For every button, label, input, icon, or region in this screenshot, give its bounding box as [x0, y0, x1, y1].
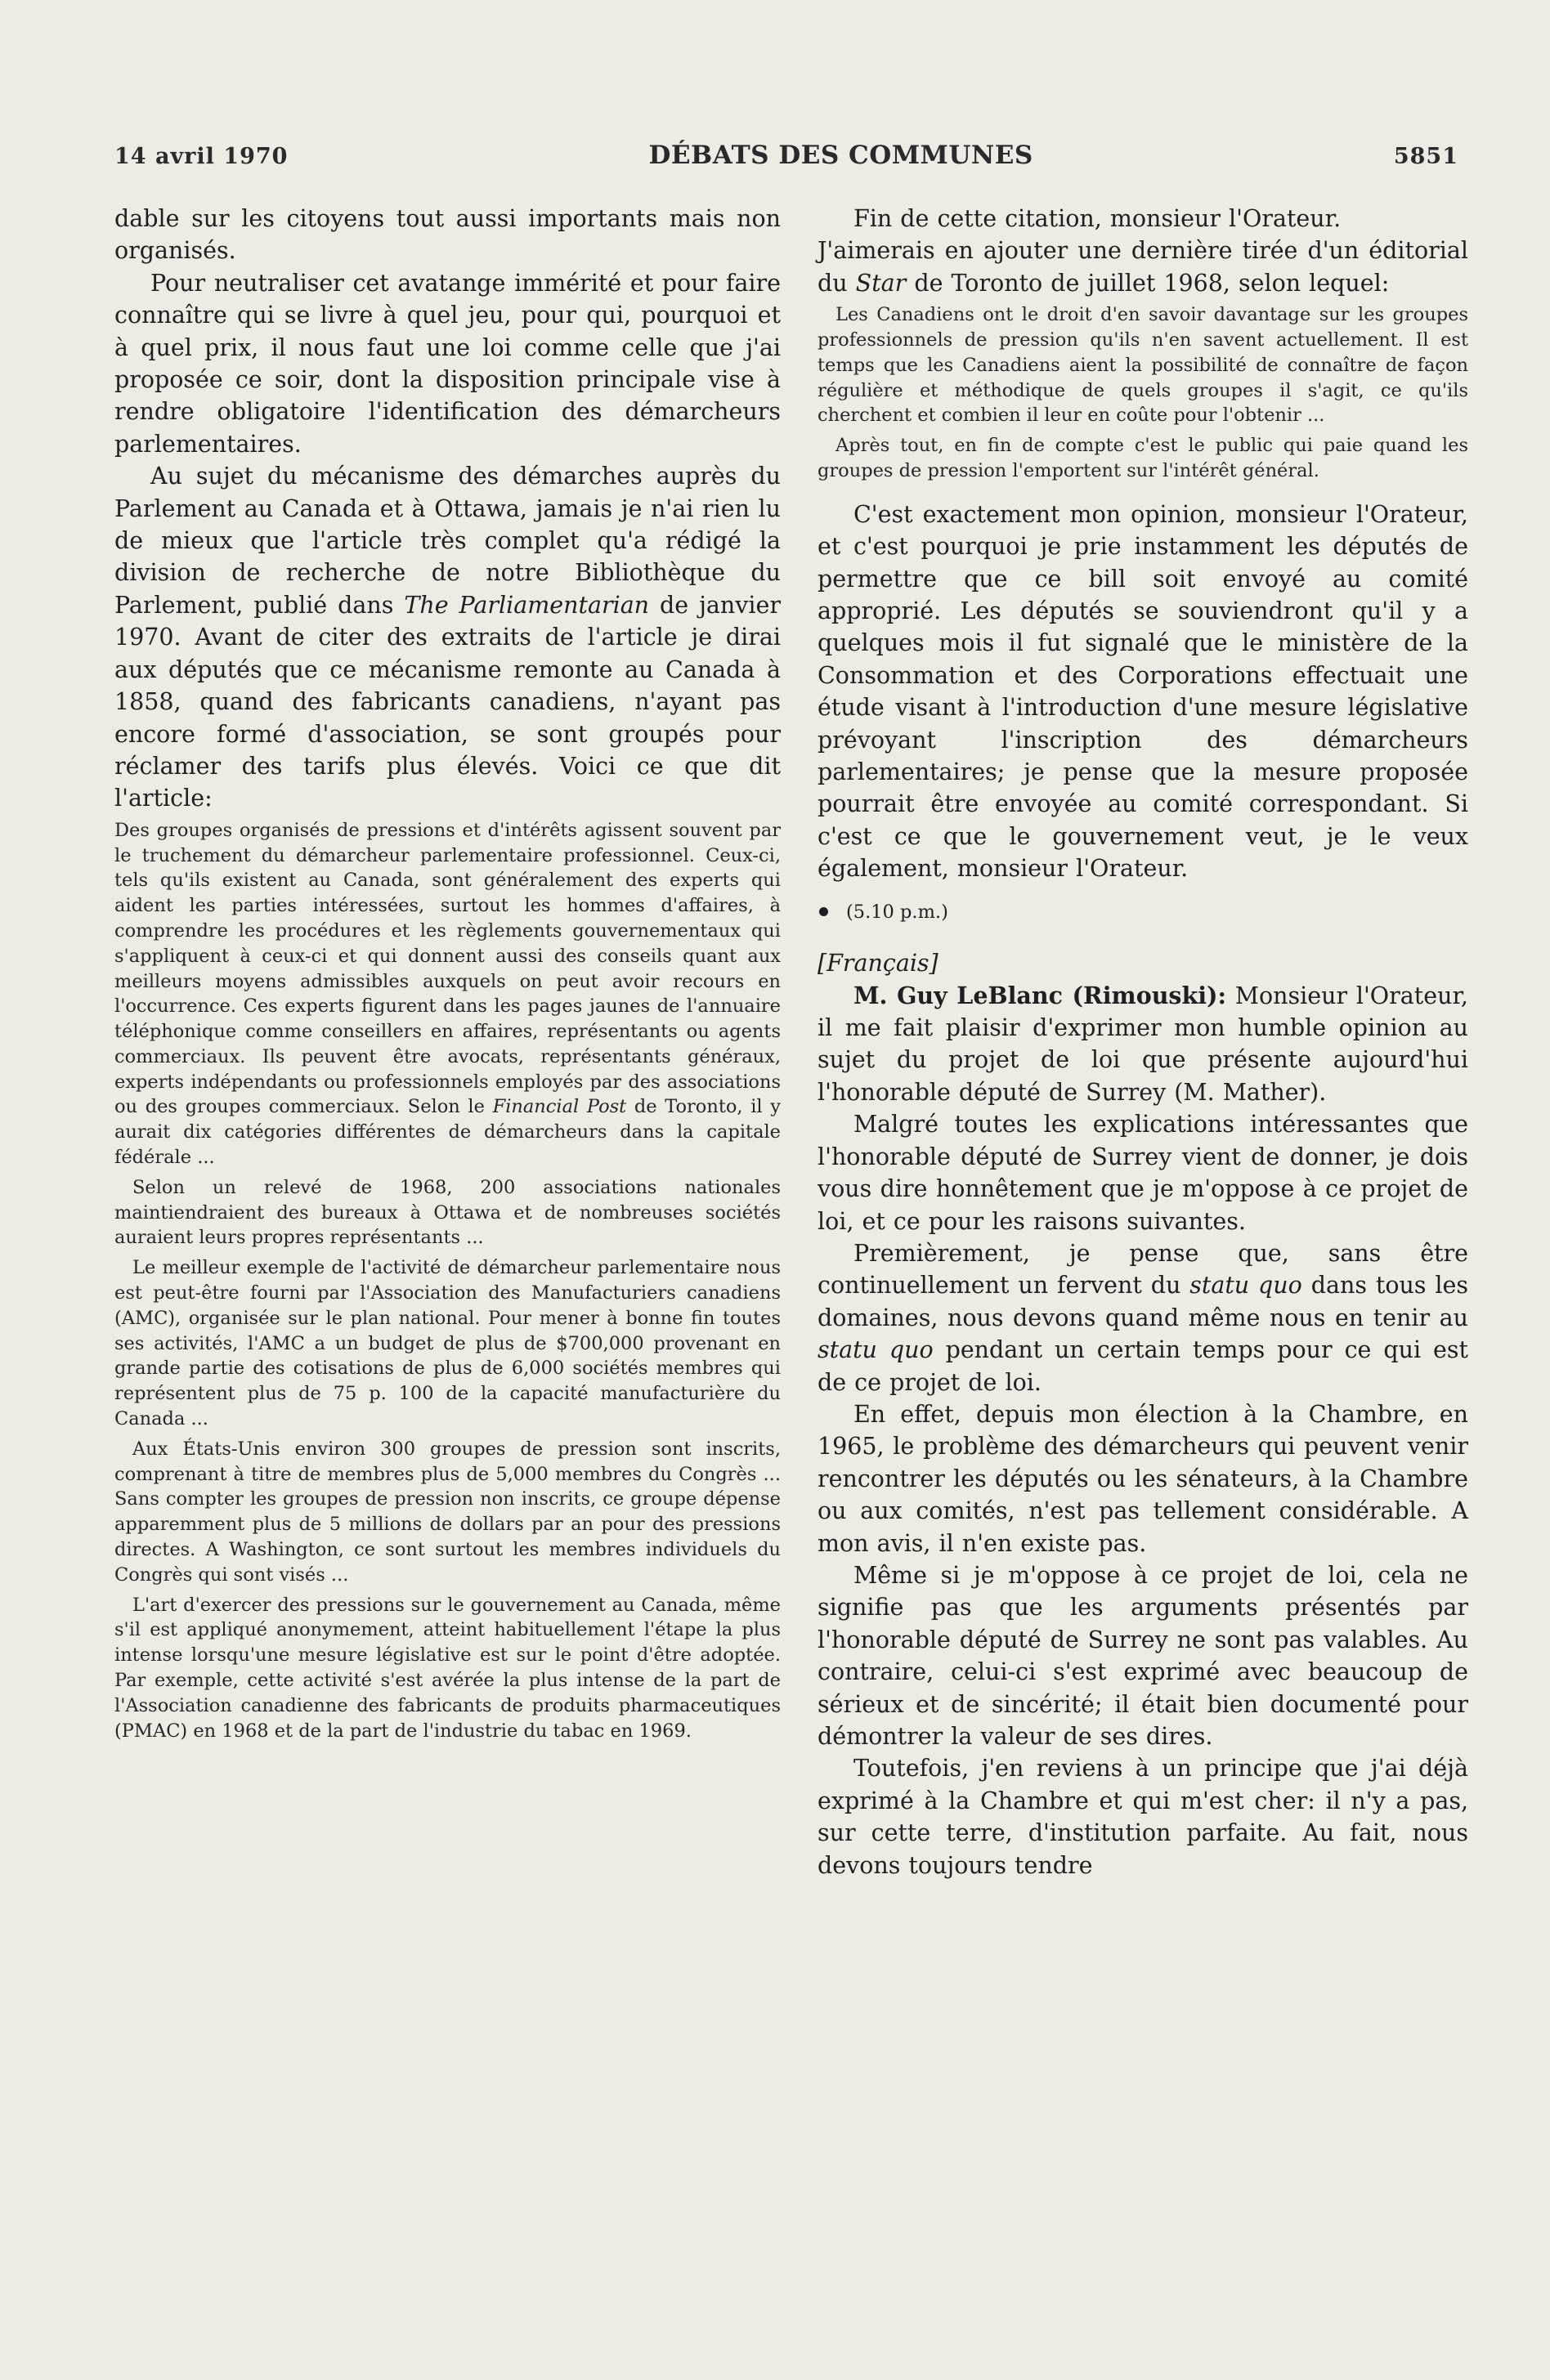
- paragraph: En effet, depuis mon élection à la Chambre, en 1965, le problème des démarcheurs qui peuvent venir rencontrer les députés ou les sénateurs, à la Chambre ou aux comités, n'est pas tellement considérable. A mon avis, il n'en existe pas.: [818, 1400, 1468, 1557]
- text-run: de Toronto, il y aurait dix catégories différentes de démarcheurs dans la capitale fédérale ...: [114, 1096, 781, 1169]
- right-column: [818, 203, 1468, 1881]
- page-number: 5851: [1393, 144, 1458, 169]
- block-quote: Les Canadiens ont le droit d'en savoir davantage sur les groupes professionnels de pression qu'ils n'en savent actuellement. Il est temps que les Canadiens aient la possibilité de connaître de façon régulière et méthodique de quels groupes il s'agit, ce qu'ils cherchent et combien il leur en coûte pour l'obtenir ...: [818, 304, 1468, 427]
- paragraph: C'est exactement mon opinion, monsieur l'Orateur, et c'est pourquoi je prie instamment les députés de permettre que ce bill soit envoyé au comité approprié. Les députés se souviendront qu'il y a quelques mois il fut signalé que le ministère de la Consommation et des Corporations effectuait une étude visant à l'introduction d'une mesure législative prévoyant l'inscription des démarcheurs parlementaires; je pense que la mesure proposée pourrait être envoyée au comité correspondant. Si c'est ce que le gouvernement veut, je le veux également, monsieur l'Orateur.: [818, 500, 1468, 883]
- block-quote: Après tout, en fin de compte c'est le public qui paie quand les groupes de pression l'emportent sur l'intérêt général.: [818, 435, 1468, 481]
- publication-title: The Parliamentarian: [404, 591, 650, 619]
- text-run: de Toronto de juillet 1968, selon lequel:: [906, 269, 1390, 297]
- language-marker: [Français]: [818, 949, 939, 977]
- paragraph: Toutefois, j'en reviens à un principe que j'ai déjà exprimé à la Chambre et qui m'est cher: il n'y a pas, sur cette terre, d'institution parfaite. Au fait, nous devons toujours tendre: [818, 1755, 1468, 1879]
- bullet-icon: [819, 907, 828, 916]
- block-quote: L'art d'exercer des pressions sur le gouvernement au Canada, même s'il est appliqué anonymement, atteint habituellement l'étape la plus intense lorsqu'une mesure législative est sur le point d'être adoptée. Par exemple, cette activité s'est avérée la plus intense de la part de l'Association canadienne des fabricants de produits pharmaceutiques (PMAC) en 1968 et de la part de l'industrie du tabac en 1969.: [114, 1594, 781, 1742]
- header-date: 14 avril 1970: [114, 144, 289, 169]
- text-run: de janvier 1970. Avant de citer des extraits de l'article je dirai aux députés que ce mécanisme remonte au Canada à 1858, quand des fabricants canadiens, n'ayant pas encore formé d'association, se sont groupés pour réclamer des tarifs plus élevés. Voici ce que dit l'article:: [114, 591, 781, 812]
- paragraph: Fin de cette citation, monsieur l'Orateur.: [853, 205, 1342, 232]
- time-text: (5.10 p.m.): [846, 901, 948, 923]
- paragraph: [114, 460, 781, 814]
- paragraph: [818, 980, 1468, 1109]
- block-quote: Selon un relevé de 1968, 200 associations nationales maintiendraient des bureaux à Ottawa et de nombreuses sociétés auraient leurs propres représentants ...: [114, 1176, 781, 1249]
- text-run: Monsieur l'Orateur, il me fait plaisir d'exprimer mon humble opinion au sujet du projet de loi que présente aujourd'hui l'honorable député de Surrey (M. Mather).: [818, 982, 1468, 1106]
- paragraph: [818, 235, 1468, 299]
- header-title: DÉBATS DES COMMUNES: [648, 141, 1033, 170]
- text-run: J'aimerais en ajouter une dernière tirée d'un éditorial du: [818, 237, 1468, 297]
- block-quote: [114, 818, 781, 1170]
- text-run: dans tous les domaines, nous devons quand même nous en tenir au: [818, 1272, 1469, 1331]
- latin-term: statu quo: [818, 1336, 934, 1364]
- left-column: [114, 203, 781, 1743]
- block-quote: Aux États-Unis environ 300 groupes de pression sont inscrits, comprenant à titre de membres plus de 5,000 membres du Congrès ... Sans compter les groupes de pression non inscrits, ce groupe dépense apparemment plus de 5 millions de dollars par an pour des pressions directes. A Washington, ce sont surtout les membres individuels du Congrès qui sont visés ...: [114, 1438, 781, 1586]
- paragraph: [818, 1237, 1468, 1398]
- text-run: pendant un certain temps pour ce qui est de ce projet de loi.: [818, 1336, 1468, 1396]
- publication-title: Financial Post: [492, 1096, 627, 1118]
- block-quote: Le meilleur exemple de l'activité de démarcheur parlementaire nous est peut-être fourni par l'Association des Manufacturiers canadiens (AMC), organisée sur le plan national. Pour mener à bonne fin toutes ses activités, l'AMC a un budget de plus de $700,000 provenant en grande partie des cotisations de plus de 6,000 sociétés membres qui représentent plus de 75 p. 100 de la capacité manufacturière du Canada ...: [114, 1257, 781, 1430]
- time-stamp: [818, 900, 1468, 924]
- speaker-name: M. Guy LeBlanc (Rimouski):: [853, 981, 1227, 1009]
- text-run: Au sujet du mécanisme des démarches auprès du Parlement au Canada et à Ottawa, jamais je n'ai rien lu de mieux que l'article très complet qu'a rédigé la division de recherche de notre Bibliothèque du Parlement, publié dans: [114, 463, 781, 619]
- publication-title: Star: [855, 269, 907, 297]
- latin-term: statu quo: [1189, 1272, 1302, 1300]
- spacer: [818, 484, 1468, 499]
- paragraph: Même si je m'oppose à ce projet de loi, cela ne signifie pas que les arguments présentés par l'honorable député de Surrey ne sont pas valables. Au contraire, celui-ci s'est exprimé avec beaucoup de sérieux et de sincérité; il était bien documenté pour démontrer la valeur de ses dires.: [818, 1561, 1468, 1751]
- text-run: Premièrement, je pense que, sans être continuellement un fervent du: [818, 1239, 1468, 1300]
- running-head: [114, 141, 1458, 181]
- paragraph: Pour neutraliser cet avatange immérité et pour faire connaître qui se livre à quel jeu, pour qui, pourquoi et à quel prix, il nous faut une loi comme celle que j'ai proposée ce soir, dont la disposition principale vise à rendre obligatoire l'identification des démarcheurs parlementaires.: [114, 269, 781, 458]
- text-run: Des groupes organisés de pressions et d'intérêts agissent souvent par le truchement du démarcheur parlementaire professionnel. Ceux-ci, tels qu'ils existent au Canada, sont généralement des experts qui aident les parties intéressées, surtout les hommes d'affaires, à comprendre les procédures et les règlements gouvernementaux qui s'appliquent à ceux-ci et qui donnent aussi des conseils quant aux meilleurs moyens admissibles auxquels on peut avoir recours en l'occurrence. Ces experts figurent dans les pages jaunes de l'annuaire téléphonique comme conseillers en affaires, représentants ou agents commerciaux. Ils peuvent être avocats, représentants généraux, experts indépendants ou professionnels employés par des associations ou des groupes commerciaux. Selon le: [114, 819, 781, 1118]
- paragraph: Malgré toutes les explications intéressantes que l'honorable député de Surrey vient de donner, je dois vous dire honnêtement que je m'oppose à ce projet de loi, et ce pour les raisons suivantes.: [818, 1111, 1468, 1235]
- paragraph: dable sur les citoyens tout aussi importants mais non organisés.: [114, 205, 781, 265]
